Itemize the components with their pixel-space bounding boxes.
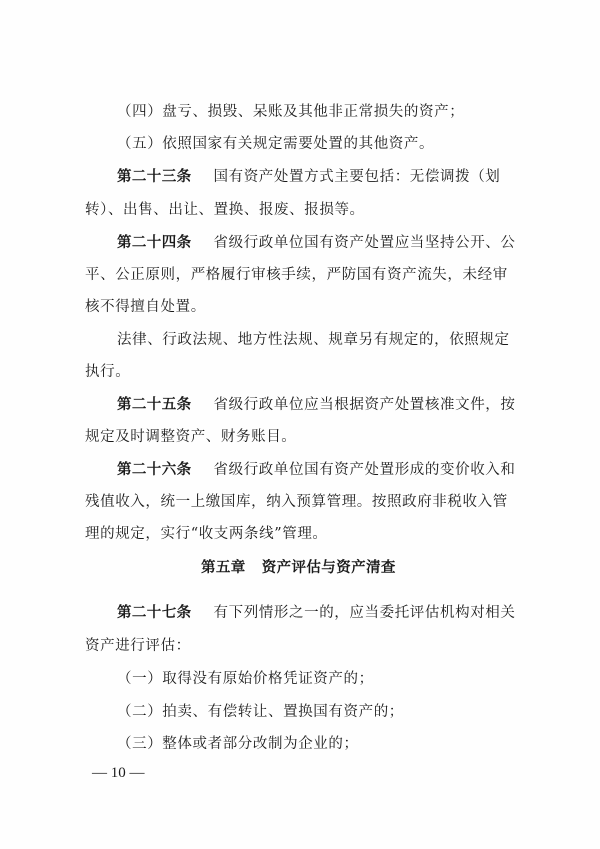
article-heading: 第二十三条 xyxy=(117,169,192,185)
article-27-line-2 xyxy=(85,636,191,656)
paragraph-line-1 xyxy=(117,330,510,350)
paragraph-text: 平、公正原则，严格履行审核手续，严防国有资产流失，未经审 xyxy=(85,267,508,283)
article-heading: 第二十四条 xyxy=(117,235,192,251)
paragraph-text: 理的规定，实行“收支两条线”管理。 xyxy=(85,526,328,542)
list-item xyxy=(117,102,464,122)
paragraph-text: 省级行政单位国有资产处置应当坚持公开、公 xyxy=(213,235,516,251)
article-24-line-1 xyxy=(117,233,516,253)
paragraph-text: 执行。 xyxy=(85,364,131,380)
article-23-line-1 xyxy=(117,167,500,187)
paragraph-text: 资产进行评估： xyxy=(85,638,191,654)
article-27-line-1 xyxy=(117,603,516,623)
article-25-line-2 xyxy=(85,427,296,447)
paragraph-line-2 xyxy=(85,362,130,382)
article-25-line-1 xyxy=(117,395,516,415)
article-24-line-3 xyxy=(85,297,206,317)
paragraph-text: （五）依照国家有关规定需要处置的其他资产。 xyxy=(117,136,435,152)
chapter-title: 资产评估与资产清查 xyxy=(261,560,396,576)
paragraph-text: （三）整体或者部分改制为企业的； xyxy=(117,736,359,752)
paragraph-text: 转）、出售、出让、置换、报废、报损等。 xyxy=(85,202,365,218)
paragraph-text: 核不得擅自处置。 xyxy=(85,299,206,315)
paragraph-text: （四）盘亏、损毁、呆账及其他非正常损失的资产； xyxy=(117,104,465,120)
paragraph-text: 法律、行政法规、地方性法规、规章另有规定的，依照规定 xyxy=(117,332,510,348)
paragraph-text: 国有资产处置方式主要包括：无偿调拨（划 xyxy=(213,169,501,185)
article-heading: 第二十七条 xyxy=(117,605,192,621)
article-heading: 第二十六条 xyxy=(117,462,192,478)
paragraph-text: 规定及时调整资产、财务账目。 xyxy=(85,429,297,445)
paragraph-text: 省级行政单位国有资产处置形成的变价收入和 xyxy=(213,462,516,478)
paragraph-text: （一）取得没有原始价格凭证资产的； xyxy=(117,671,374,687)
paragraph-text: 残值收入，统一上缴国库，纳入预算管理。按照政府非税收入管 xyxy=(85,494,508,510)
chapter-number: 第五章 xyxy=(201,560,246,576)
chapter-heading xyxy=(201,558,396,578)
paragraph-text: 省级行政单位应当根据资产处置核准文件，按 xyxy=(213,397,516,413)
paragraph-text: （二）拍卖、有偿转让、置换国有资产的； xyxy=(117,704,404,720)
article-26-line-2 xyxy=(85,492,508,512)
article-26-line-3 xyxy=(85,524,328,544)
article-26-line-1 xyxy=(117,460,516,480)
article-24-line-2 xyxy=(85,265,508,285)
article-23-line-2 xyxy=(85,200,365,220)
page-number: — 10 — xyxy=(92,765,145,781)
article-heading: 第二十五条 xyxy=(117,397,192,413)
list-item xyxy=(117,734,359,754)
list-item xyxy=(117,702,404,722)
list-item xyxy=(117,669,374,689)
list-item xyxy=(117,134,434,154)
paragraph-text: 有下列情形之一的，应当委托评估机构对相关 xyxy=(213,605,516,621)
